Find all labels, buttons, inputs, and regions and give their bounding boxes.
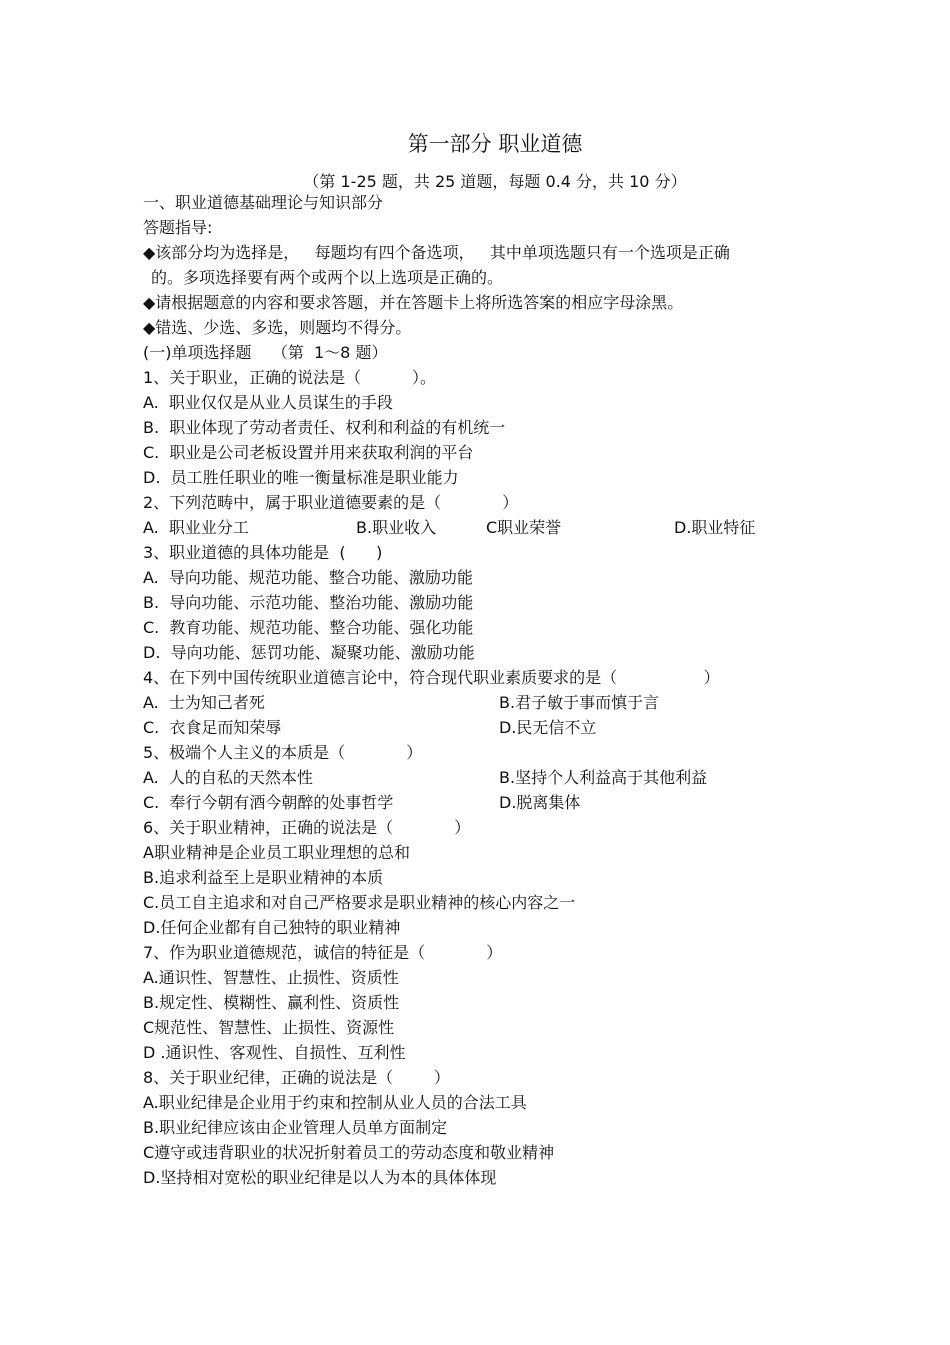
question-7-option-a: A.通识性、智慧性、止损性、资质性 (143, 968, 399, 987)
question-1-option-a: A. 职业仅仅是从业人员谋生的手段 (143, 393, 393, 412)
question-3-option-c: C. 教育功能、规范功能、整合功能、强化功能 (143, 618, 474, 637)
question-8-option-b: B.职业纪律应该由企业管理人员单方面制定 (143, 1118, 448, 1137)
question-1-option-c: C. 职业是公司老板设置并用来获取利润的平台 (143, 443, 474, 462)
question-2-option-c: C职业荣誉 (486, 518, 562, 537)
question-5-option-d: D.脱离集体 (499, 793, 581, 812)
question-3-stem: 3、职业道德的具体功能是 ( ) (143, 543, 383, 562)
question-4-stem: 4、在下列中国传统职业道德言论中，符合现代职业素质要求的是（ ） (143, 668, 720, 687)
question-4-option-d: D.民无信不立 (499, 718, 597, 737)
question-3-option-a: A. 导向功能、规范功能、整合功能、激励功能 (143, 568, 473, 587)
question-3-option-b: B. 导向功能、示范功能、整治功能、激励功能 (143, 593, 474, 612)
question-5-options-cd (143, 790, 803, 815)
question-6-stem: 6、关于职业精神，正确的说法是（ ） (143, 818, 471, 837)
question-6-option-d: D.任何企业都有自己独特的职业精神 (143, 918, 401, 937)
question-4-option-c: C. 衣食足而知荣辱 (143, 718, 282, 737)
question-2-option-d: D.职业特征 (674, 518, 756, 537)
question-7-option-c: C规范性、智慧性、止损性、资源性 (143, 1018, 395, 1037)
question-4-option-a: A. 士为知己者死 (143, 693, 265, 712)
question-8-option-c: C遵守或违背职业的状况折射着员工的劳动态度和敬业精神 (143, 1143, 555, 1162)
question-7-option-b: B.规定性、模糊性、赢利性、资质性 (143, 993, 400, 1012)
question-2-option-b: B.职业收入 (356, 518, 437, 537)
question-8-option-a: A.职业纪律是企业用于约束和控制从业人员的合法工具 (143, 1093, 527, 1112)
question-8-stem: 8、关于职业纪律，正确的说法是（ ） (143, 1068, 450, 1087)
question-4-options-cd (143, 715, 803, 740)
question-5-stem: 5、极端个人主义的本质是（ ） (143, 743, 423, 762)
document-body (143, 190, 803, 1190)
question-6-option-b: B.追求利益至上是职业精神的本质 (143, 868, 384, 887)
guide-label: 答题指导: (143, 218, 213, 237)
part-heading: (一)单项选择题 （第 1～8 题） (143, 343, 388, 362)
question-2-stem: 2、下列范畴中，属于职业道德要素的是（ ） (143, 493, 519, 512)
question-5-option-a: A. 人的自私的天然本性 (143, 768, 313, 787)
page-title: 第一部分 职业道德 (407, 132, 583, 156)
guide-bullet-2: ◆请根据题意的内容和要求答题，并在答题卡上将所选答案的相应字母涂黑。 (143, 293, 684, 312)
question-6-option-c: C.员工自主追求和对自己严格要求是职业精神的核心内容之一 (143, 893, 576, 912)
question-5-option-c: C. 奉行今朝有酒今朝醉的处事哲学 (143, 793, 394, 812)
question-3-option-d: D. 导向功能、惩罚功能、凝聚功能、激励功能 (143, 643, 475, 662)
question-1-stem: 1、关于职业，正确的说法是（ ）。 (143, 368, 437, 387)
question-7-stem: 7、作为职业道德规范，诚信的特征是（ ） (143, 943, 503, 962)
question-1-option-b: B. 职业体现了劳动者责任、权利和利益的有机统一 (143, 418, 506, 437)
question-2-options (143, 515, 803, 540)
guide-bullet-1: ◆该部分均为选择是， 每题均有四个备选项， 其中单项选题只有一个选项是正确 (143, 243, 730, 262)
question-1-option-d: D. 员工胜任职业的唯一衡量标准是职业能力 (143, 468, 459, 487)
guide-bullet-1-continued: 的。多项选择要有两个或两个以上选项是正确的。 (151, 268, 504, 287)
question-8-option-d: D.坚持相对宽松的职业纪律是以人为本的具体体现 (143, 1168, 497, 1187)
question-7-option-d: D .通识性、客观性、自损性、互利性 (143, 1043, 406, 1062)
page-subtitle: （第 1-25 题，共 25 道题，每题 0.4 分，共 10 分） (303, 172, 687, 191)
question-6-option-a: A职业精神是企业员工职业理想的总和 (143, 843, 410, 862)
guide-bullet-3: ◆错选、少选、多选，则题均不得分。 (143, 318, 412, 337)
question-5-option-b: B.坚持个人利益高于其他利益 (499, 768, 708, 787)
question-2-option-a: A. 职业业分工 (143, 518, 249, 537)
section-heading: 一、职业道德基础理论与知识部分 (143, 193, 384, 212)
question-5-options-ab (143, 765, 803, 790)
question-4-option-b: B.君子敏于事而慎于言 (499, 693, 660, 712)
question-4-options-ab (143, 690, 803, 715)
